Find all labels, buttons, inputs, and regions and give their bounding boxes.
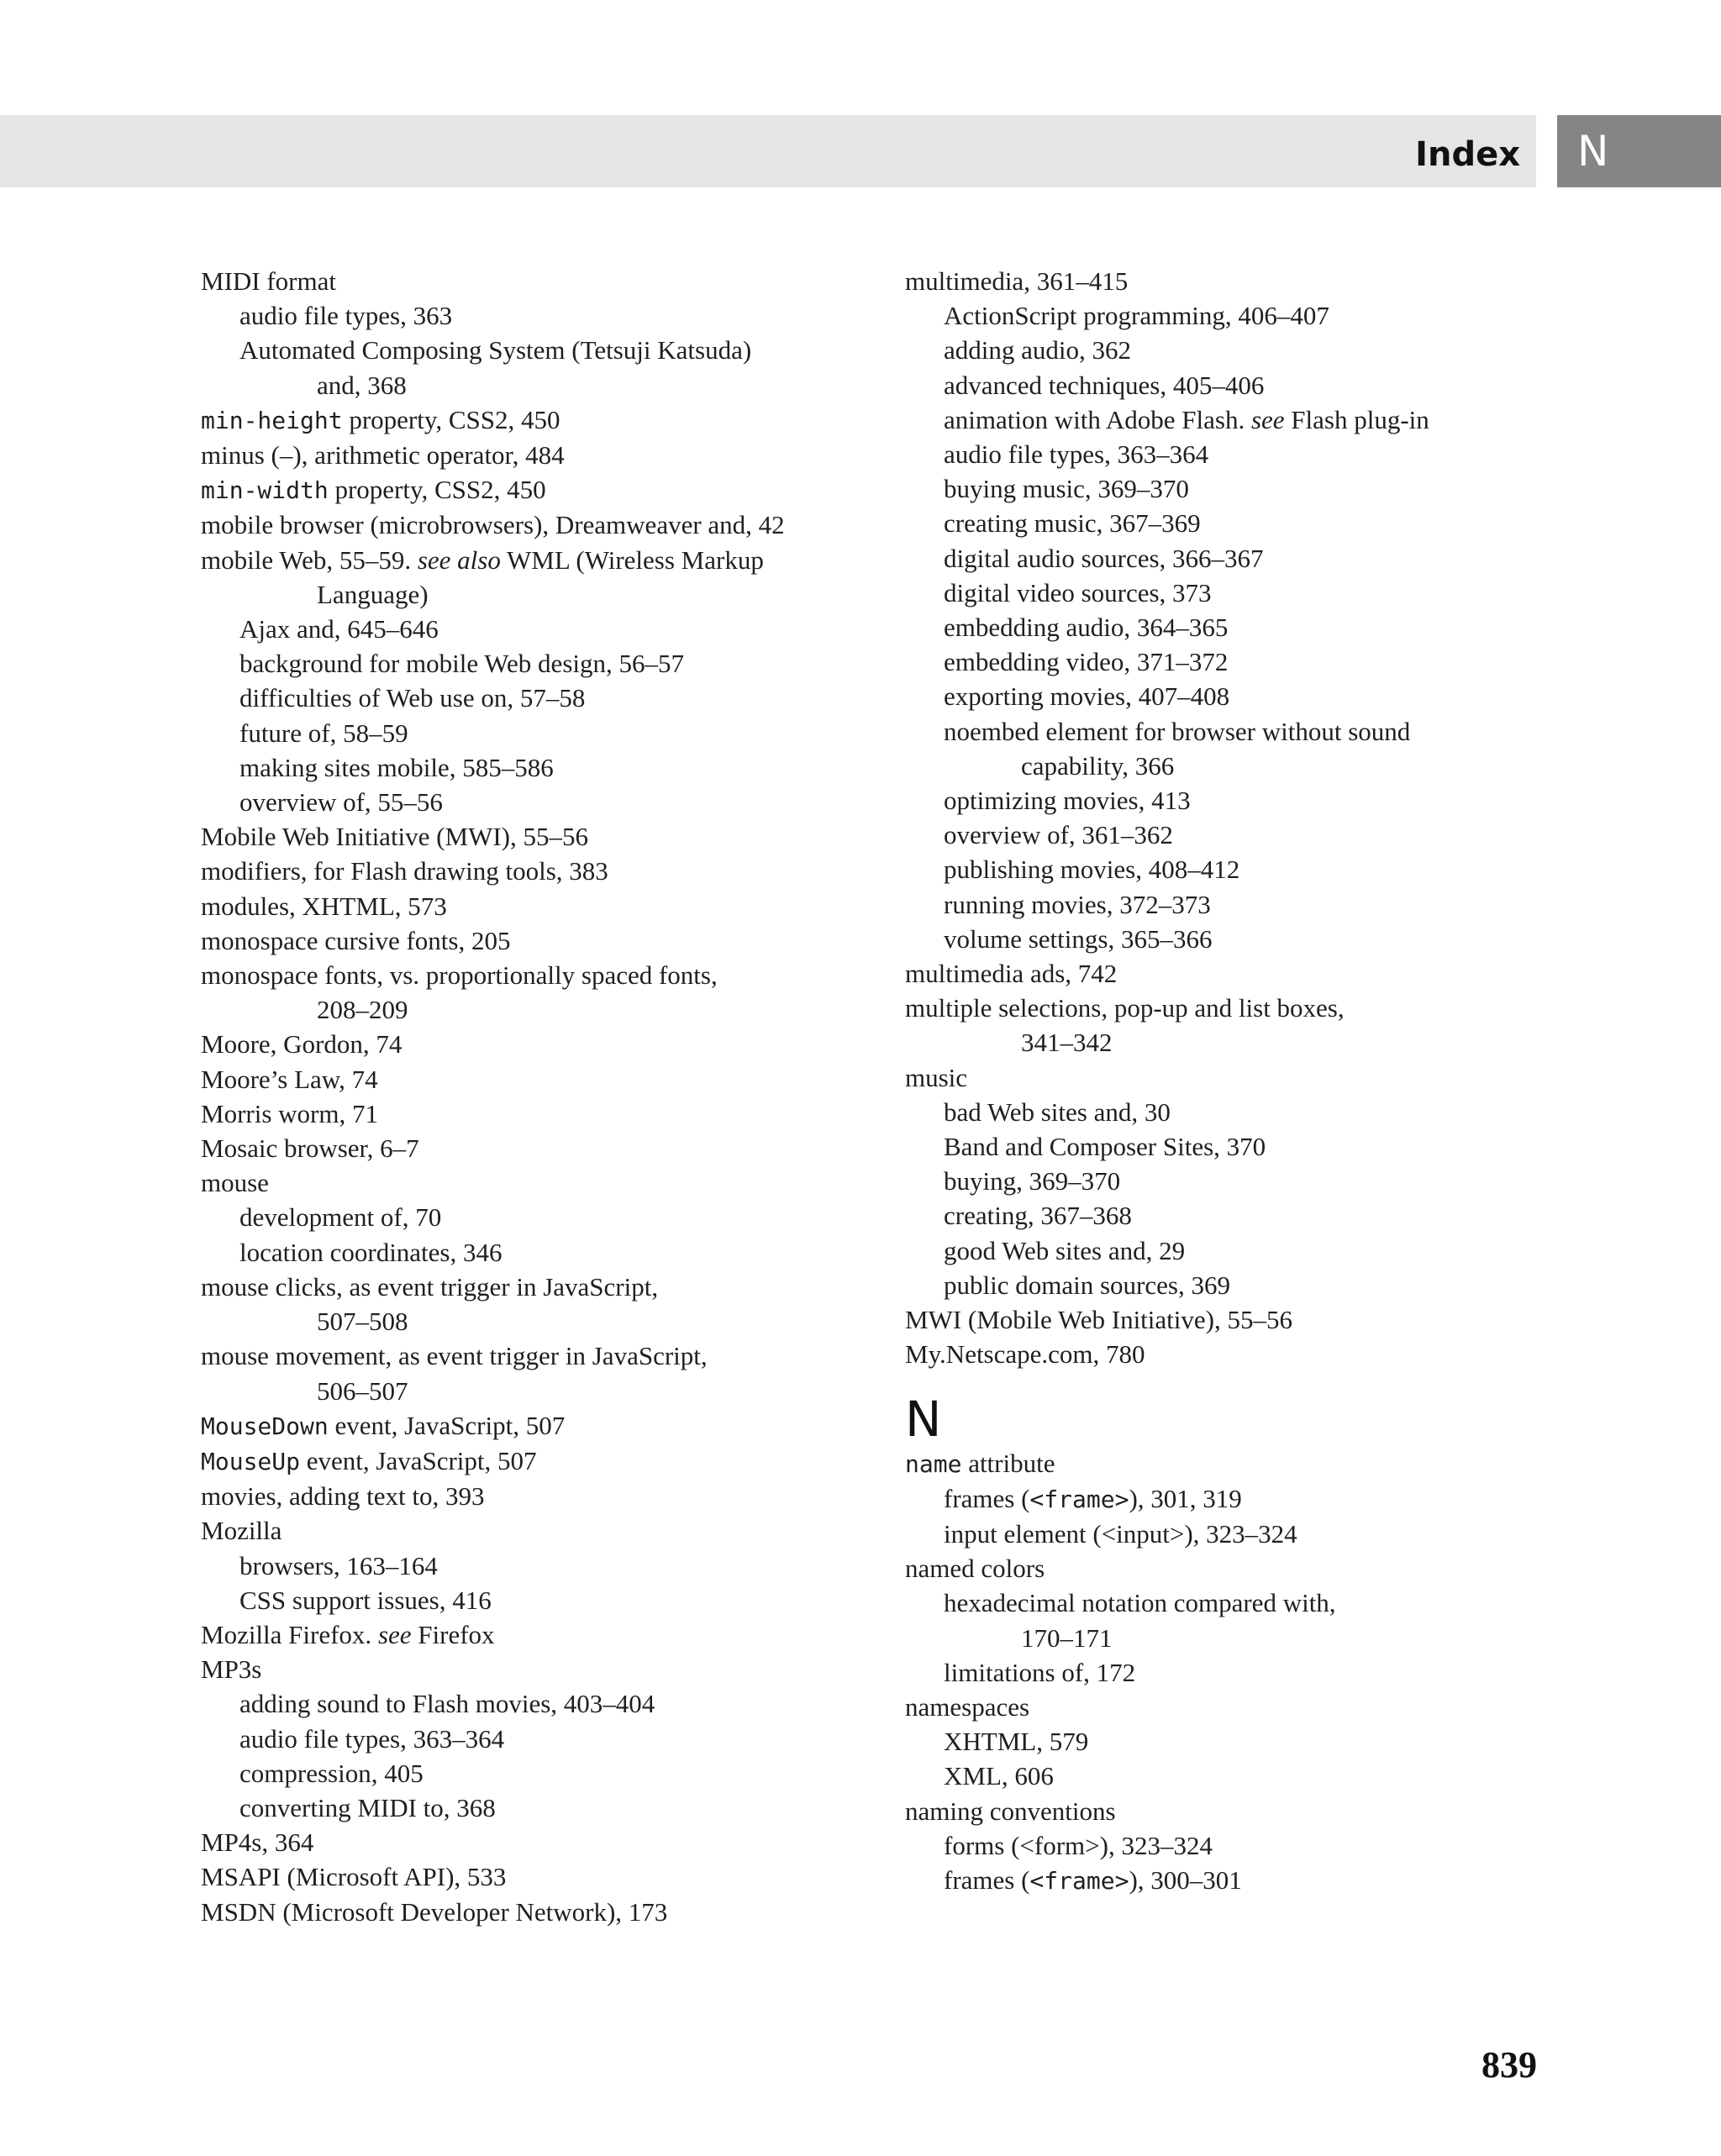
index-entry: MSAPI (Microsoft API), 533 [201,1862,507,1892]
index-subentry: audio file types, 363 [239,301,453,331]
index-subentry: future of, 58–59 [239,718,408,748]
code-term: min-height [201,406,343,434]
entry-text: animation with Adobe Flash. [944,404,1251,434]
code-term: MouseDown [201,1412,329,1440]
entry-text: event, JavaScript, 507 [328,1410,566,1440]
index-subentry: buying, 369–370 [944,1166,1121,1196]
index-entry: mobile browser (microbrowsers), Dreamweaver and, 42 [201,510,785,540]
index-entry: MP3s [201,1654,262,1685]
index-column-left [201,264,890,1929]
index-entry [905,1446,1594,1481]
index-entry: modules, XHTML, 573 [201,891,447,921]
index-entry: MP4s, 364 [201,1827,314,1858]
index-subentry: digital video sources, 373 [944,577,1212,607]
index-subentry: overview of, 361–362 [944,820,1173,850]
index-subentry: Automated Composing System (Tetsuji Katsuda) [239,335,752,365]
index-continuation: 506–507 [317,1375,408,1406]
index-subentry: noembed element for browser without sound [944,716,1411,746]
section-heading-letter: N [905,1390,942,1448]
index-subentry: public domain sources, 369 [944,1270,1230,1300]
page-number: 839 [1482,2044,1537,2085]
index-entry: Moore’s Law, 74 [201,1064,378,1094]
index-entry: Moore, Gordon, 74 [201,1029,403,1060]
index-entry: Mozilla [201,1516,282,1546]
index-subentry: running movies, 372–373 [944,889,1211,919]
index-continuation: and, 368 [317,370,407,400]
index-subentry: input element (<input>), 323–324 [944,1518,1297,1549]
index-subentry: making sites mobile, 585–586 [239,752,554,782]
code-term: min-width [201,476,329,505]
entry-text: Flash plug-in [1284,404,1429,434]
index-entry: Morris worm, 71 [201,1098,378,1128]
entry-text: Firefox [411,1619,495,1649]
code-term: name [905,1449,962,1478]
index-entry [201,1617,890,1652]
index-subentry: background for mobile Web design, 56–57 [239,649,684,679]
index-entry [201,472,890,507]
index-entry: MWI (Mobile Web Initiative), 55–56 [905,1305,1292,1335]
code-term: <frame> [1029,1866,1129,1895]
index-subentry: CSS support issues, 416 [239,1585,492,1615]
index-continuation: 507–508 [317,1307,408,1337]
index-subentry: embedding audio, 364–365 [944,613,1229,643]
section-letter-tab-label: N [1577,127,1609,176]
index-subentry: publishing movies, 408–412 [944,855,1240,885]
entry-text: attribute [961,1448,1055,1478]
code-term: MouseUp [201,1447,301,1475]
index-subentry: browsers, 163–164 [239,1550,438,1580]
index-subentry: exporting movies, 407–408 [944,681,1230,712]
index-entry [201,543,890,577]
index-subentry [905,1863,1594,1898]
index-entry: monospace fonts, vs. proportionally spaced fonts, [201,960,718,991]
index-entry: music [905,1062,968,1092]
entry-text: Mozilla Firefox. [201,1619,378,1649]
index-subentry [905,1481,1594,1517]
index-entry: My.Netscape.com, 780 [905,1339,1145,1370]
index-subentry: compression, 405 [239,1758,424,1788]
index-entry: Mosaic browser, 6–7 [201,1133,419,1164]
index-subentry: buying music, 369–370 [944,474,1189,504]
index-entry: minus (–), arithmetic operator, 484 [201,440,565,471]
index-entry: mouse [201,1168,269,1198]
index-subentry: overview of, 55–56 [239,787,443,818]
index-subentry: embedding video, 371–372 [944,647,1229,677]
index-subentry [905,402,1594,437]
running-header-title: Index [1415,135,1520,174]
index-entry: namespaces [905,1691,1030,1722]
entry-text: ), 301, 319 [1129,1483,1242,1513]
index-subentry: XML, 606 [944,1761,1054,1791]
index-entry: multimedia ads, 742 [905,959,1118,989]
index-subentry: limitations of, 172 [944,1657,1136,1687]
index-entry: multiple selections, pop-up and list boxes, [905,993,1345,1023]
index-entry: named colors [905,1554,1045,1584]
index-entry: mouse clicks, as event trigger in JavaScript, [201,1271,659,1301]
entry-text: property, CSS2, 450 [328,475,546,505]
index-subentry: creating music, 367–369 [944,508,1201,539]
section-letter-tab [1557,115,1721,187]
index-subentry: hexadecimal notation compared with, [944,1588,1336,1618]
index-entry: MSDN (Microsoft Developer Network), 173 [201,1896,668,1927]
index-column-right [905,264,1594,1898]
index-subentry: good Web sites and, 29 [944,1235,1186,1265]
index-subentry: audio file types, 363–364 [239,1723,505,1754]
index-subentry: advanced techniques, 405–406 [944,370,1265,400]
index-subentry: location coordinates, 346 [239,1237,503,1267]
index-subentry: creating, 367–368 [944,1201,1132,1231]
index-continuation: 208–209 [317,995,408,1025]
index-entry: mouse movement, as event trigger in JavaScript, [201,1341,708,1371]
index-subentry: forms (<form>), 323–324 [944,1830,1213,1860]
index-continuation: 170–171 [1021,1622,1113,1653]
index-entry [201,1408,890,1443]
index-continuation: 341–342 [1021,1028,1113,1058]
index-subentry: adding sound to Flash movies, 403–404 [239,1689,655,1719]
entry-text: event, JavaScript, 507 [300,1445,537,1475]
index-subentry: bad Web sites and, 30 [944,1096,1171,1127]
entry-text: property, CSS2, 450 [342,404,561,434]
entry-text: frames ( [944,1864,1030,1895]
index-subentry: Band and Composer Sites, 370 [944,1132,1266,1162]
index-continuation: capability, 366 [1021,750,1175,781]
cross-reference: see also [417,544,501,575]
index-entry [201,1443,890,1479]
index-subentry: adding audio, 362 [944,335,1131,365]
index-entry: MIDI format [201,266,336,296]
index-subentry: development of, 70 [239,1202,442,1233]
index-entry: monospace cursive fonts, 205 [201,925,511,955]
index-entry: multimedia, 361–415 [905,266,1129,296]
index-subentry: digital audio sources, 366–367 [944,543,1264,573]
index-subentry: Ajax and, 645–646 [239,614,439,644]
index-subentry: ActionScript programming, 406–407 [944,301,1329,331]
index-subentry: difficulties of Web use on, 57–58 [239,683,586,713]
header-band [0,115,1536,187]
entry-text: ), 300–301 [1129,1864,1242,1895]
index-subentry: audio file types, 363–364 [944,439,1209,470]
cross-reference: see [377,1619,412,1649]
index-subentry: XHTML, 579 [944,1727,1089,1757]
entry-text: WML (Wireless Markup [500,544,764,575]
index-entry: movies, adding text to, 393 [201,1481,485,1512]
index-subentry: volume settings, 365–366 [944,923,1213,954]
index-entry [201,402,890,438]
index-entry: modifiers, for Flash drawing tools, 383 [201,856,608,886]
index-subentry: optimizing movies, 413 [944,786,1191,816]
index-entry: naming conventions [905,1796,1116,1826]
entry-text: frames ( [944,1483,1030,1513]
entry-text: mobile Web, 55–59. [201,544,418,575]
index-subentry: converting MIDI to, 368 [239,1792,496,1822]
code-term: <frame> [1029,1485,1129,1513]
index-continuation: Language) [317,579,429,609]
cross-reference: see [1250,404,1285,434]
index-entry: Mobile Web Initiative (MWI), 55–56 [201,822,588,852]
